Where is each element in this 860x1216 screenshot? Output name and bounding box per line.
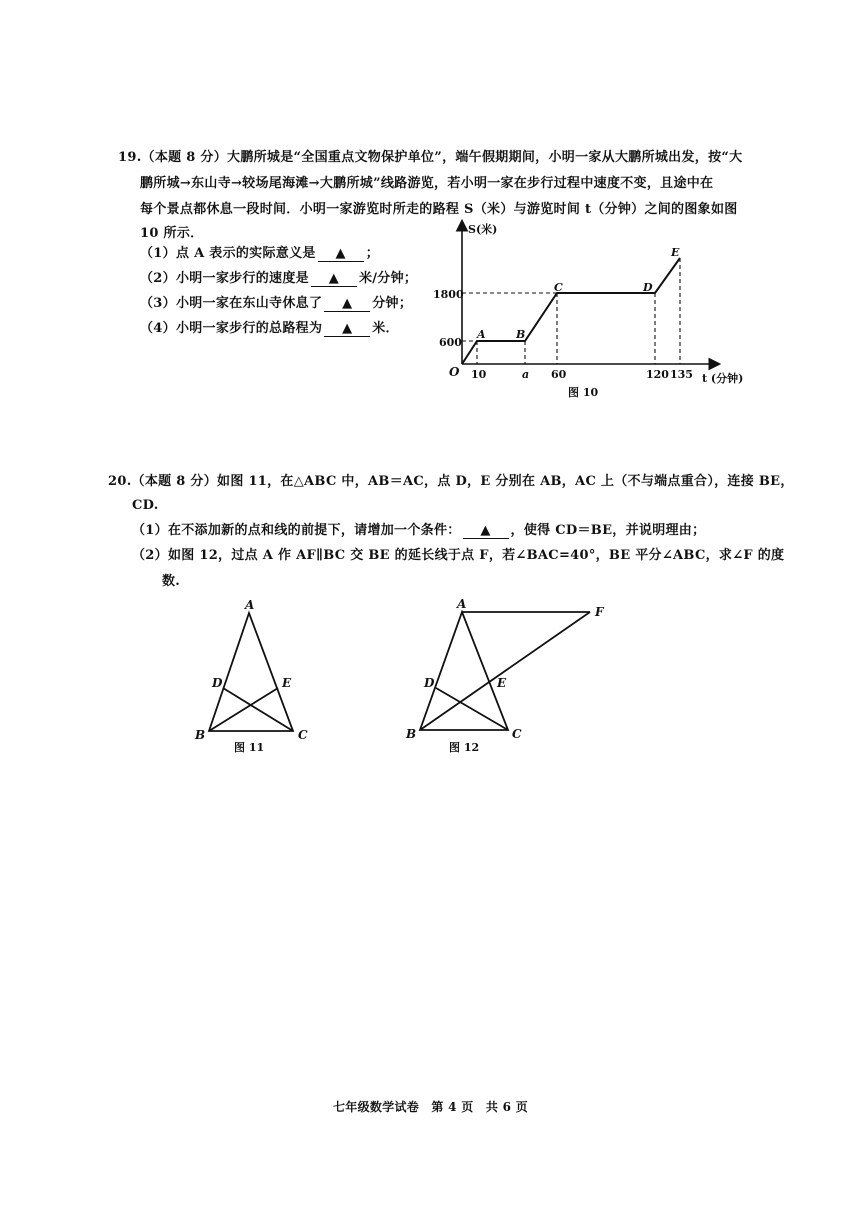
q20-subquestion-2-line-1: （2）如图 12，过点 A 作 AF∥BC 交 BE 的延长线于点 F，若∠BAC=40°，BE 平分∠ABC，求∠F 的度 [132,548,785,563]
q19-sub1-tail: ； [365,246,379,261]
q19-sub1-text: （1）点 A 表示的实际意义是 [140,246,316,261]
q19-sub1-answer-blank[interactable]: ▲ [318,247,364,262]
point-label-B: B [516,328,526,341]
point-label-E: E [671,246,680,259]
figure-12-caption: 图 12 [449,741,480,754]
x-axis-label: t (分钟) [702,372,744,385]
fig12-label-F: F [595,605,604,619]
q20-line-2: CD. [132,498,159,513]
q20-subquestion-2-line-2: 数. [162,574,181,589]
q19-sub3-answer-blank[interactable]: ▲ [324,297,370,312]
q19-sub2-answer-blank[interactable]: ▲ [311,272,357,287]
point-label-C: C [554,281,563,294]
q19-sub3-text: （3）小明一家在东山寺休息了 [140,296,323,311]
fig11-label-D: D [212,676,223,690]
x-tick-10: 10 [471,368,487,381]
y-axis-label: S(米) [468,223,498,236]
point-label-A: A [477,328,486,341]
q19-sub3-tail: 分钟； [372,296,413,311]
q19-sub4-answer-blank[interactable]: ▲ [324,322,370,337]
q20-sub1-answer-blank[interactable]: ▲ [463,524,509,539]
q19-line-1: 19.（本题 8 分）大鹏所城是“全国重点文物保护单位”，端午假期期间，小明一家从大鹏所城出发，按“大 [118,150,743,165]
y-tick-600: 600 [439,336,462,349]
q19-sub4-text: （4）小明一家步行的总路程为 [140,321,323,336]
page-footer: 七年级数学试卷 第 4 页 共 6 页 [333,1100,529,1114]
figure-11-caption: 图 11 [234,741,265,754]
point-label-D: D [643,281,653,294]
fig12-label-C: C [512,727,522,741]
x-tick-a: a [522,368,530,381]
fig11-label-E: E [282,676,292,690]
fig12-label-A: A [457,597,467,611]
q19-sub4-tail: 米． [372,321,399,336]
y-tick-1800: 1800 [433,288,464,301]
x-tick-135: 135 [670,368,693,381]
q20-line-1: 20.（本题 8 分）如图 11，在△ABC 中，AB＝AC，点 D，E 分别在 AB，AC 上（不与端点重合），连接 BE， [108,474,794,489]
q19-sub2-text: （2）小明一家步行的速度是 [140,271,309,286]
q20-sub1-tail: ，使得 CD＝BE，并说明理由； [510,523,706,538]
q20-sub1-text: （1）在不添加新的点和线的前提下，请增加一个条件： [132,523,461,538]
q19-sub2-tail: 米/分钟； [358,271,418,286]
fig11-label-C: C [298,728,308,742]
fig12-label-B: B [406,727,417,741]
fig12-label-E: E [497,676,507,690]
origin-label: O [449,365,460,379]
figure-11-triangle [209,613,293,731]
q19-line-2: 鹏所城→东山寺→较场尾海滩→大鹏所城”线路游览，若小明一家在步行过程中速度不变，且途中在 [140,176,714,191]
x-tick-120: 120 [646,368,669,381]
fig11-label-B: B [195,728,206,742]
fig12-label-D: D [424,676,435,690]
q19-line-4: 10 所示． [140,226,204,241]
figure-12-triangle [420,612,590,730]
fig11-label-A: A [245,598,255,612]
q19-line-3: 每个景点都休息一段时间．小明一家游览时所走的路程 S（米）与游览时间 t（分钟）之间的图象如图 [140,202,738,217]
figure-10-caption: 图 10 [568,386,599,399]
x-tick-60: 60 [551,368,567,381]
